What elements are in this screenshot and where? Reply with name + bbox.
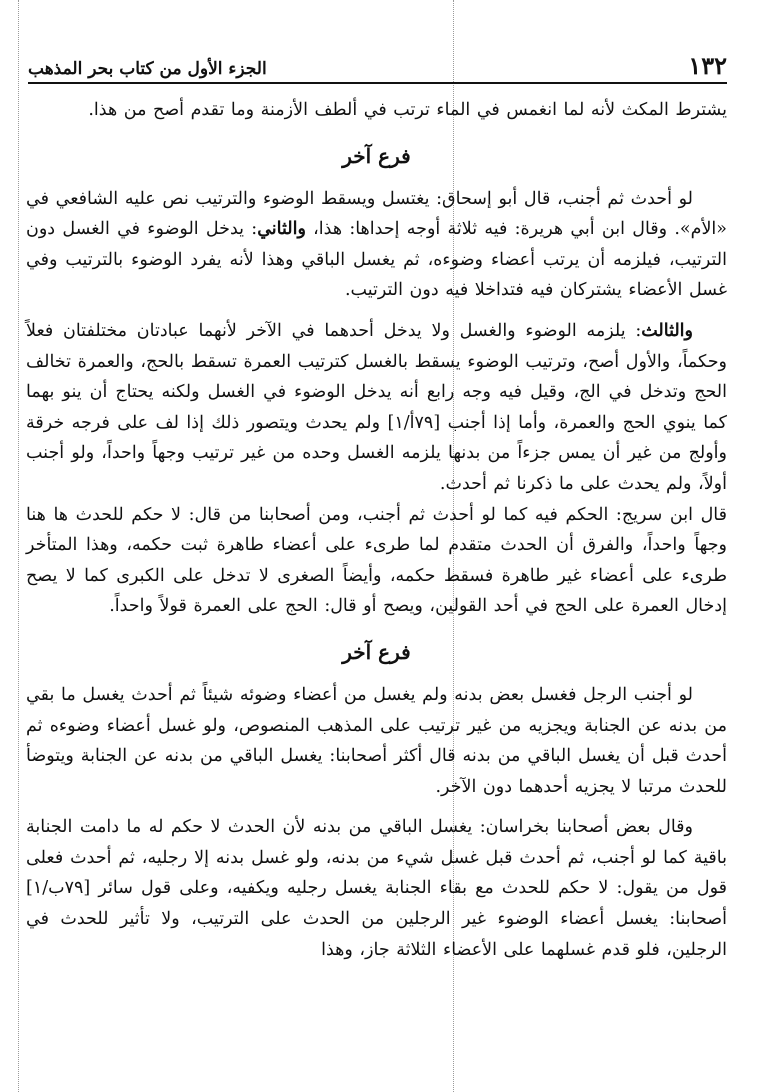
intro-paragraph: يشترط المكث لأنه لما انغمس في الماء ترتب في ألطف الأزمنة وما تقدم أصح من هذا. [88, 100, 727, 120]
page-number: ١٣٢ [688, 51, 727, 80]
paragraph-text: : يدخل الوضوء في الغسل دون الترتيب، فيلزمه أن يرتب أعضاء وضوءه، ثم يغسل الباقي وهذا لأنه يفرد الوضوء بالترتيب وفي غسل الأعضاء يشتركان فيه فتداخلا فيه دون الترتيب. [26, 219, 727, 301]
running-title: الجزء الأول من كتاب بحر المذهب [28, 59, 267, 79]
section-heading: فرع آخر [342, 143, 411, 168]
paragraph [26, 316, 727, 500]
paragraph [26, 184, 727, 306]
keyword-second-view: والثاني [257, 219, 306, 240]
paragraph-gap [26, 802, 727, 812]
paragraph-gap [26, 306, 727, 316]
paragraph-text: : يلزمه الوضوء والغسل ولا يدخل أحدهما في الآخر لأنهما عبادتان مختلفتان فعلاً وحكماً، والأول أصح، وترتيب الوضوء يسقط بالغسل كترتيب العمرة تسقط بالحج، والعمرة تخالف الحج وتدخل في الج، وقيل فيه وجه رابع أنه يدخل الوضوء في الغسل ولكنه يحتاج أن ينو بهما كما ينوي الحج والعمرة، وأما إذا أجنب [٧٩أ/١] ولم يحدث ويتصور ذلك إذا لف على فرجه خرقة وأولج من غير أن يمس جزءاً من بدنها يلزمه الغسل وحده من غير ترتيب وجهاً واحداً، ولو أجنب أولاً، ولم يحدث على ما ذكرنا ثم أحدث. [26, 320, 727, 494]
page-header [28, 50, 727, 84]
paragraph: وقال بعض أصحابنا بخراسان: يغسل الباقي من بدنه لأن الحدث لا حكم له ما دامت الجنابة باقية كما لو أجنب، ثم أحدث قبل غسل شيء من بدنه، ولو غسل بدنه إلا رجليه، ثم أحدث فعلى قول من يقول: لا حكم للحدث مع بقاء الجنابة يغسل رجليه ويكفيه، وعلى قول سائر [٧٩ب/١] أصحابنا: يغسل أعضاء الوضوء غير الرجلين من الحدث على الترتيب، ولا تأثير للحدث في الرجلين، فلو قدم غسلهما على الأعضاء الثلاثة جاز، وهذا [26, 817, 727, 960]
page-body [26, 95, 727, 965]
section-heading: فرع آخر [342, 639, 411, 664]
page-fold-line [18, 0, 19, 1092]
paragraph-text: لو أحدث ثم أجنب، قال أبو إسحاق: يغتسل ويسقط الوضوء والترتيب نص عليه الشافعي في «الأم». وقال ابن أبي هريرة: فيه ثلاثة أوجه إحداها: هذا، [26, 188, 727, 240]
paragraph: لو أجنب الرجل فغسل بعض بدنه ولم يغسل من أعضاء وضوئه شيئاً ثم أحدث يغسل ما بقي من بدنه عن الجنابة ويجزيه من غير ترتيب على المذهب المنصوص، ولو غسل أعضاء وضوءه ثم أحدث قبل أن يغسل الباقي من بدنه قال أكثر أصحابنا: يغسل الباقي من بدنه عن الجنابة ويتوضأ للحدث مرتبا لا يجزيه أحدهما دون الآخر. [26, 684, 727, 797]
keyword-third-view: والثالث [641, 320, 693, 341]
paragraph: قال ابن سريج: الحكم فيه كما لو أحدث ثم أجنب، ومن أصحابنا من قال: لا حكم للحدث ها هنا وجهاً واحداً، والفرق أن الحدث متقدم لما طرىء على أعضاء طاهرة ثبت حكمه، وهذا المتأخر طرىء على أعضاء غير طاهرة فسقط حكمه، وأيضاً الصغرى لا تدخل على الكبرى كما لا يصح إدخال العمرة على الحج في أحد القولين، ويصح أو قال: الحج على العمرة قولاً واحداً. [26, 504, 727, 617]
